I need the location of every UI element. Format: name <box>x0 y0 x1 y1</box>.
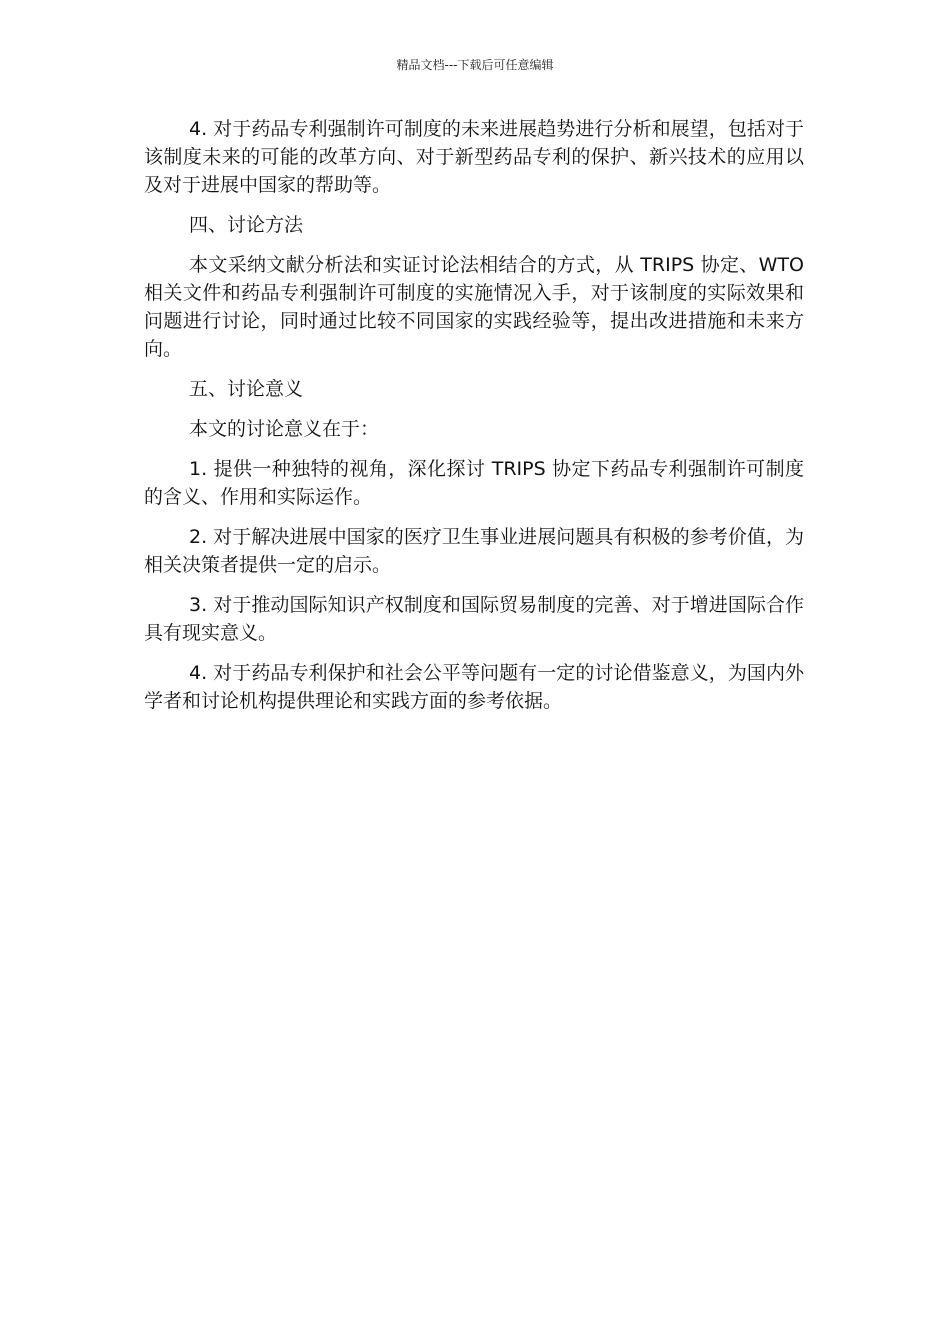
page-header: 精品文档---下载后可任意编辑 <box>396 58 554 72</box>
paragraph-methods: 本文采纳文献分析法和实证讨论法相结合的方式，从 TRIPS 协定、WTO 相关文件和药品专利强制许可制度的实施情况入手，对于该制度的实际效果和问题进行讨论，同时通过比较不同国家的实践经验等，提出改进措施和未来方向。 <box>144 254 804 360</box>
list-item-significance-2: 2. 对于解决进展中国家的医疗卫生事业进展问题具有积极的参考价值，为相关决策者提供一定的启示。 <box>144 526 804 576</box>
paragraph-significance-intro: 本文的讨论意义在于： <box>189 418 380 440</box>
paragraph-future-trends: 4. 对于药品专利强制许可制度的未来进展趋势进行分析和展望，包括对于该制度未来的可能的改革方向、对于新型药品专利的保护、新兴技术的应用以及对于进展中国家的帮助等。 <box>144 118 804 196</box>
section-heading-significance: 五、讨论意义 <box>189 378 304 400</box>
list-item-significance-3: 3. 对于推动国际知识产权制度和国际贸易制度的完善、对于增进国际合作具有现实意义。 <box>144 594 804 644</box>
document-body <box>144 115 804 727</box>
list-item-significance-1: 1. 提供一种独特的视角，深化探讨 TRIPS 协定下药品专利强制许可制度的含义、作用和实际运作。 <box>144 458 804 508</box>
list-item-significance-4: 4. 对于药品专利保护和社会公平等问题有一定的讨论借鉴意义，为国内外学者和讨论机构提供理论和实践方面的参考依据。 <box>144 662 804 712</box>
section-heading-methods: 四、讨论方法 <box>189 214 304 236</box>
